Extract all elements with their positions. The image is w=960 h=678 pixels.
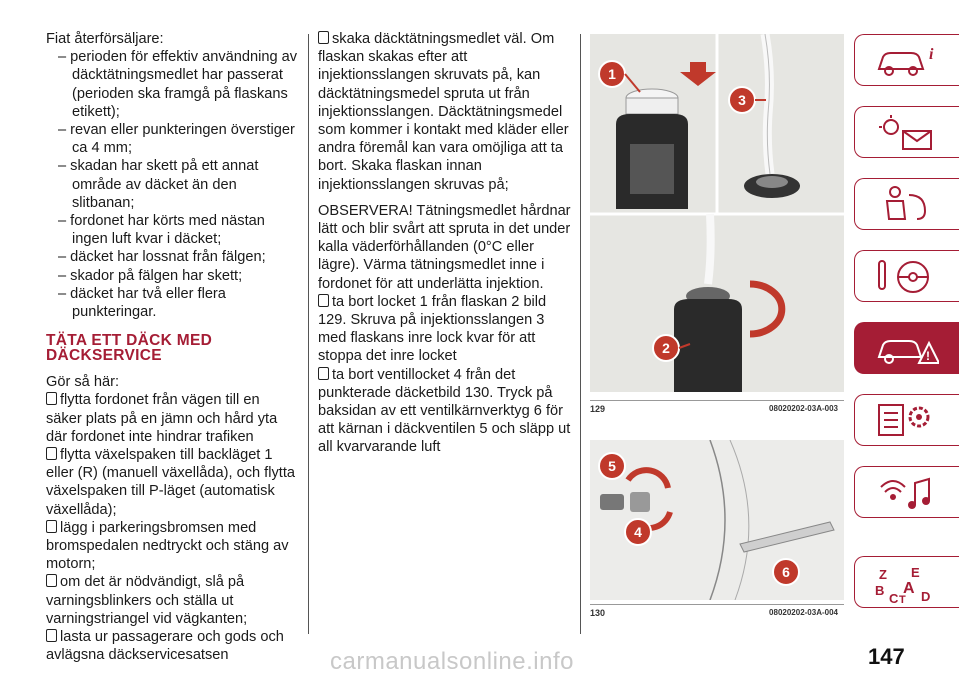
sealant-bottle-illustration	[590, 34, 844, 392]
callout-6	[773, 559, 799, 585]
bullet-item: lägg i parkeringsbromsen med bromspedalen nedtryckt och stäng av motorn;	[46, 519, 289, 573]
text-column-right	[318, 30, 574, 457]
svg-text:T: T	[899, 594, 906, 605]
tab-warning-lights[interactable]	[854, 106, 959, 158]
column-divider	[308, 34, 309, 634]
seat-safety-icon	[875, 185, 939, 223]
dash-item: – fordonet har körts med nästan ingen luft kvar i däcket;	[58, 213, 265, 248]
svg-text:A: A	[903, 580, 915, 597]
tab-multimedia[interactable]	[854, 466, 959, 518]
caption-rule	[590, 604, 844, 605]
watermark: carmanualsonline.info	[330, 648, 574, 675]
checkbox-bullet-icon	[46, 574, 57, 587]
checkbox-bullet-icon	[46, 520, 57, 533]
section-heading: TÄTA ETT DÄCK MED DÄCKSERVICE	[46, 332, 213, 365]
svg-text:3: 3	[738, 92, 746, 108]
text-column-left	[46, 30, 298, 665]
lead-text: Gör så här:	[46, 374, 119, 391]
bullet-item: lasta ur passagerare och gods och avlägsna däckservicesatsen	[46, 629, 284, 664]
figure-number: 130	[590, 608, 606, 618]
tab-index[interactable]	[854, 556, 959, 608]
tab-driving[interactable]	[854, 250, 959, 302]
maintenance-icon	[875, 401, 939, 439]
figure-code: 08020202-03A-003	[769, 404, 838, 413]
bullet-item: om det är nödvändigt, slå på varningsblinkers och ställa ut varningstriangel vid vägkanten;	[46, 574, 248, 627]
dash-item: – perioden för effektiv användning av däcktätningsmedlet har passerat (perioden ska framgå på flaskans etikett);	[58, 49, 298, 120]
figure-129-caption	[590, 404, 844, 414]
callout-5	[599, 453, 625, 479]
svg-text:D: D	[921, 589, 931, 604]
valve-core-illustration	[590, 440, 844, 600]
checkbox-bullet-icon	[46, 629, 57, 642]
checkbox-bullet-icon	[46, 447, 57, 460]
index-icon	[875, 563, 939, 605]
multimedia-icon	[875, 473, 939, 511]
checkbox-bullet-icon	[318, 367, 329, 380]
figure-130-image	[590, 440, 844, 600]
svg-text:!: !	[926, 349, 930, 363]
svg-text:Z: Z	[879, 567, 887, 582]
car-info-icon	[875, 41, 939, 79]
figure-number: 129	[590, 404, 606, 414]
svg-text:1: 1	[608, 66, 616, 82]
svg-text:6: 6	[782, 564, 790, 580]
dash-item: – däcket har lossnat från fälgen;	[58, 249, 266, 266]
figure-129-image	[590, 34, 844, 392]
dash-item: – däcket har två eller flera punkteringar.	[58, 285, 226, 321]
dash-item: – revan eller punkteringen överstiger ca 4 mm;	[58, 122, 295, 157]
column-divider	[580, 34, 581, 634]
figure-130-caption	[590, 608, 844, 618]
svg-text:i: i	[929, 46, 934, 63]
caption-rule	[590, 400, 844, 401]
checkbox-bullet-icon	[318, 31, 329, 44]
bullet-item: ta bort locket 1 från flaskan 2 bild 129. Skruva på injektionsslangen 3 med flaskans inre lock kvar för att stoppa det inre locket	[318, 293, 547, 365]
page-number: 147	[868, 644, 905, 669]
callout-4	[625, 519, 651, 545]
checkbox-bullet-icon	[46, 392, 57, 405]
intro-text: Fiat återförsäljare:	[46, 31, 164, 47]
bullet-item: flytta växelspaken till backläget 1 eller (R) (manuell växellåda), och flytta växelspaken till P-läget (automatisk växellåda);	[46, 447, 295, 518]
warning-lights-icon	[875, 113, 939, 151]
dash-item: – skadan har skett på ett annat område av däcket än den slitbanan;	[58, 158, 259, 211]
svg-text:4: 4	[634, 524, 642, 540]
figure-code: 08020202-03A-004	[769, 608, 838, 617]
checkbox-bullet-icon	[318, 294, 329, 307]
svg-text:5: 5	[608, 458, 616, 474]
svg-text:2: 2	[662, 340, 670, 356]
svg-text:C: C	[889, 591, 899, 605]
emergency-icon	[875, 329, 939, 367]
svg-text:E: E	[911, 565, 920, 580]
bullet-item: flytta fordonet från vägen till en säker plats på en jämn och hård yta där fordonet inte hindrar trafiken	[46, 392, 278, 445]
svg-text:B: B	[875, 583, 885, 598]
steering-wheel-icon	[875, 257, 939, 295]
note-text: OBSERVERA! Tätningsmedlet hårdnar lätt och blir svårt att spruta in det under kalla väderförhållanden (0°C eller lägre). Värma tätningsmedlet inne i fordonet för att underlätta injektion.	[318, 202, 571, 292]
bullet-item: ta bort ventillocket 4 från det punkterade däcketbild 130. Tryck på baksidan av ett ventilkärnverktyg 6 för att kärnan i däckventilen 5 och släpp ut all kvarvarande luft	[318, 366, 571, 456]
tab-maintenance[interactable]	[854, 394, 959, 446]
bullet-item: skaka däcktätningsmedlet väl. Om flaskan skakas efter att injektionsslangen skruvats på, kan däcktätningsmedel spruta ut från injektionsslangen. Däcktätningsmedel som kommer i kontakt med kläder eller andra föremål kan vara omöjliga att ta bort. Skaka flaskan innan injektionsslangen skruvas på;	[318, 31, 569, 193]
tab-car-info[interactable]	[854, 34, 959, 86]
tab-emergency[interactable]	[854, 322, 959, 374]
dash-item: – skador på fälgen har skett;	[58, 267, 243, 284]
tab-safety[interactable]	[854, 178, 959, 230]
